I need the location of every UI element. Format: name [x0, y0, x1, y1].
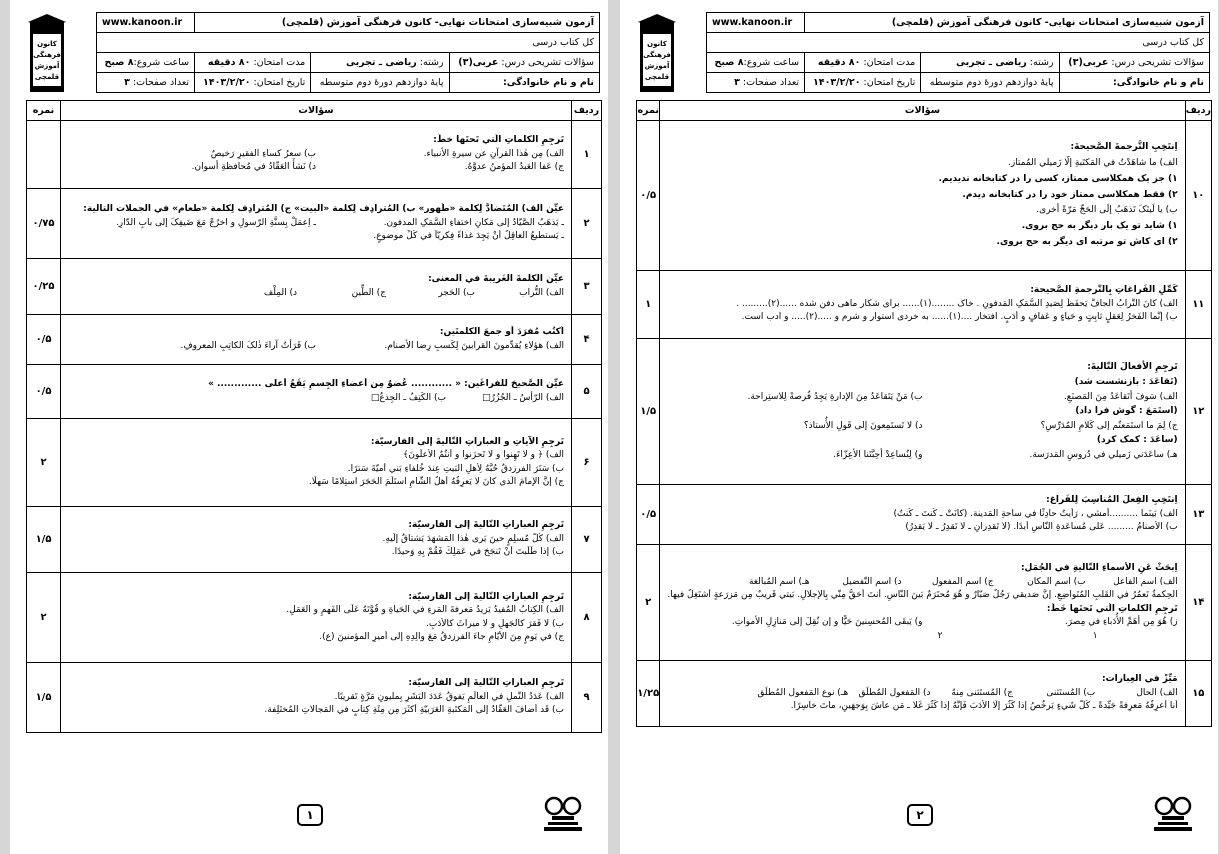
question-score: ۱/۵ [27, 507, 61, 573]
header-info-table [96, 12, 600, 93]
question-body: تَرجِمِ العباراتِ التّالیةَ إلی الفارسیّة: الف) عَدَدُ النَّملِ في العالَمِ یَفوقُ عَدَدَ البَشَرِ بِملیونِ مَرَّةٍ تَقریبًا. ب) قَد أضافَ العَقّادُ إلی المَکتَبةِ العَرَبیّةِ أکثَرَ مِن مِئَةِ کِتابٍ في المَجالاتِ المُختَلِفة. [61, 663, 572, 733]
questions-table [636, 100, 1212, 727]
question-row [27, 663, 602, 733]
exam-subtitle: کل کتاب درسی [97, 33, 600, 53]
exam-page-2 [620, 0, 1218, 854]
date-cell: تاریخ امتحان: ۱۴۰۳/۲/۲۰ [195, 73, 311, 93]
svg-text:کانون: کانون [647, 40, 667, 48]
question-row [27, 259, 602, 315]
field-cell: رشته: ریاضی ـ تجربی [311, 53, 449, 73]
svg-text:قلمچی: قلمچی [34, 73, 60, 81]
question-score: ۱ [637, 271, 660, 339]
question-number: ۹ [572, 663, 602, 733]
question-score: ۱/۵ [637, 339, 660, 485]
question-number: ۱۴ [1185, 545, 1211, 661]
question-row [637, 121, 1212, 271]
question-row [637, 661, 1212, 727]
question-number: ۸ [572, 573, 602, 663]
site-url[interactable]: www.kanoon.ir [97, 13, 195, 33]
header-info-table [706, 12, 1210, 93]
question-score: ۲ [637, 545, 660, 661]
question-number: ۱ [572, 121, 602, 189]
footer-logo-icon [1152, 794, 1194, 834]
question-body: عیِّن الف) المُتَضادَّ لِکلمة «طُهور» ب) المُترادِف لِکلمة «البیت» ج) المُترادِف لِکلمة «طعام» في الجملات التالیة: ـ یَذهَبُ الصَّیّادُ إلی مَکانِ اختفاءِ السَّمَکِ المدفون. ـ اِعمَلْ بِسنَّةِ الرّسولِ و اخرُجْ مَعَ ضَیفِکَ إلی بابِ الدّارِ. ـ یَستطیعُ العاقِلُ أنْ یَجِدَ غذاءً فِکریّاً في کُلِّ موضوعٍ. [61, 189, 572, 259]
question-row [637, 545, 1212, 661]
exam-subtitle: کل کتاب درسی [707, 33, 1210, 53]
questions-header: سؤالات [660, 101, 1185, 121]
field-cell: رشته: ریاضی ـ تجربی [921, 53, 1059, 73]
svg-text:قلمچی: قلمچی [644, 73, 670, 81]
question-row [27, 507, 602, 573]
score-header: نمره [637, 101, 660, 121]
question-score: ۰/۵ [27, 315, 61, 365]
question-body: تَرجِمِ العباراتِ التّالیةَ إلی الفارسیّة: الف) الکِتابُ المُفیدُ یَزیدُ مَعرفةَ المَرءِ في الحَیاةِ و قُوَّتَهُ عَلَی الفَهمِ و العَمَلِ. ب) لا فَقرَ کالجَهلِ و لا میراثَ کالأدَبِ. ج) في یَومٍ مِنَ الأیّامِ جاءَ الفرزدقُ مَعَ والِدِهِ إلی أمیرِ المؤمنینَ (ع). [61, 573, 572, 663]
site-url[interactable]: www.kanoon.ir [707, 13, 805, 33]
question-number: ۱۳ [1185, 485, 1211, 545]
question-body: تَرجِمِ الکلماتِ الّتي تَحتَها خطٌّ: الف) مِن هٰذا القرآنِ عن سیرةِ الأنبیاء. ب) سعرُ کساءِ الفقیرِ رَخیصٌ ج) عَفا العَبدُ المؤمنُ عدوَّهُ. د) نَشأَ العَقّادُ في مُحافظةِ أسوان. [61, 121, 572, 189]
footer-logo-icon [542, 794, 584, 834]
page-footer [620, 798, 1218, 848]
kanoon-logo-icon [632, 12, 682, 92]
questions-table [26, 100, 602, 733]
svg-text:فرهنگی: فرهنگی [643, 51, 671, 59]
duration-cell: مدت امتحان: ۸۰ دقیقه [805, 53, 921, 73]
question-number: ۱۲ [1185, 339, 1211, 485]
question-number: ۱۰ [1185, 121, 1211, 271]
exam-title: آزمون شبیه‌سازی امتحانات نهایی- کانون فرهنگی آموزش (قلمچی) [195, 13, 600, 33]
grade-cell: پایهٔ دوازدهم دورهٔ دوم متوسطه [921, 73, 1059, 93]
question-number: ۲ [572, 189, 602, 259]
question-number: ۷ [572, 507, 602, 573]
student-name-cell: نام و نام خانوادگی: [449, 73, 599, 93]
start-time-cell: ساعت شروع:۸ صبح [707, 53, 805, 73]
question-number: ۳ [572, 259, 602, 315]
pages-count-cell: تعداد صفحات: ۳ [97, 73, 195, 93]
question-score: ۲ [27, 573, 61, 663]
score-header: نمره [27, 101, 61, 121]
question-score: ۰/۵ [637, 121, 660, 271]
duration-cell: مدت امتحان: ۸۰ دقیقه [195, 53, 311, 73]
row-header: ردیف [1185, 101, 1211, 121]
question-number: ۶ [572, 419, 602, 507]
kanoon-logo-icon [22, 12, 72, 92]
question-score: ۲ [27, 419, 61, 507]
question-body: عیِّن الصَّحیحَ للفراغَین: « ............ عُضوٌ مِن أعضاءِ الجِسمِ یَقَعُ أعلی ............. » الف) الرّأسُ ـ الجُزُرُ□ ب) الکَتِفُ ـ الجِذعُ□ [61, 365, 572, 419]
question-number: ۱۵ [1185, 661, 1211, 727]
student-name-cell: نام و نام خانوادگی: [1059, 73, 1209, 93]
question-score: ۰/۲۵ [27, 259, 61, 315]
exam-page-1 [10, 0, 608, 854]
question-body: تَرجِمِ الآیاتِ و العباراتِ التّالیةَ إلی الفارسیّة: الف) ﴿ و لا تَهِنوا و لا تَحزَنوا و أنتُمُ الأعلَونَ﴾ ب) سَتَرَ الفرزدقُ حُبَّهُ لِأهلِ البَیتِ عِندَ خُلفاءِ بَني أُمیّةَ سَترًا. ج) إنَّ الإمامَ الّذي کانَ لا یَعرِفُهُ أهلُ الشّامِ استَلَمَ الحَجَرَ استِلامًا سَهلًا. [61, 419, 572, 507]
question-row [27, 365, 602, 419]
question-row [27, 315, 602, 365]
question-body: اِنتَخِبِ التَّرجمةَ الصَّحیحةَ: الف) ما شاهَدْتُ في المَکتَبةِ إلّا زَمیلي المُمتاز. ۱) جز یک همکلاسی ممتاز، کسی را در کتابخانه ندیدیم. ۲) فقط همکلاسی ممتاز خود را در کتابخانه دیدم. ب) یا لَیتَکَ تَذهَبُ إلَی الحَجِّ مَرّةً أُخری. ۱) شاید تو یک بار دیگر به حج بروی. ۲) ای کاش تو مرتبه ای دیگر به حج بروی. [660, 121, 1185, 271]
question-row [27, 189, 602, 259]
page-footer [10, 798, 608, 848]
exam-header [16, 8, 602, 94]
question-score: ۰/۵ [637, 485, 660, 545]
row-header: ردیف [572, 101, 602, 121]
question-body: اِنتَخِبِ الفِعلَ المُناسِبَ لِلفَراغ: الف) بَینَما ..........أمشي ، رَأیتُ حادِثًا في ساحةِ المَدینة. (کانَتْ ـ کُنتَ ـ کُنتُ) ب) الأصنامُ ......... عَلی مُساعَدةِ النّاسِ أبدًا. (لا تَقدِرانِ ـ لا تَقدِرُ ـ لا یَقدِرُ) [660, 485, 1185, 545]
question-row [27, 121, 602, 189]
course-cell: سؤالات تشریحی درس: عربی(۳) [1059, 53, 1209, 73]
question-row [637, 271, 1212, 339]
questions-header: سؤالات [61, 101, 572, 121]
question-body: کَمِّلِ الفَراغاتِ بِالتَّرجمةِ الصَّحیحة: الف) کانَ التُّرابُ الجافُّ یَحفَظُ لِصَیدِ السَّمَکِ المَدفونِ . خاک ........(۱)...... برای شکار ماهی دفن شده ......(۲)......... . ب) إنَّما الفَخرُ لِعَقلٍ ثابِتٍ و حَیاءٍ و عَفافٍ و أدَبٍ. افتخار ....(۱)...... به خردی استوار و شرم و .....(۲)..... و ادب است. [660, 271, 1185, 339]
question-body: تَرجِمِ الأفعالَ التّالیةَ: (تَقاعَدَ : بازنشست شد) الف) سَوفَ أتَقاعَدُ مِنَ المَصنَعِ. ب) مَنْ یَتَقاعَدُ مِنَ الإدارةِ یَجِدُ فُرصةً لِلاستِراحة. (استَمَعَ : گوش فرا داد) ج) لِمَ ما استَمَعتُم إلی کَلامِ المُدَرِّسِ؟ د) لا تَستَمِعونَ إلی قَولِ الأُستاذ؟ (ساعَدَ : کمک کرد) هـ) ساعَدَني زَمیلي في دُروسِ المَدرَسة. و) لِنُساعِدْ أحِبَّتَنا الأعِزّاءَ. [660, 339, 1185, 485]
exam-title: آزمون شبیه‌سازی امتحانات نهایی- کانون فرهنگی آموزش (قلمچی) [805, 13, 1210, 33]
question-body: اُکتُب مُفرَدَ أو جمعَ الکلمتَین: الف) هؤلاءِ یُقدِّمونَ القرابینَ لِکَسبِ رِضا الأصنام. ب) قَرَأتُ آراءَ ذٰلکَ الکاتِبِ المعروفِ. [61, 315, 572, 365]
exam-header [626, 8, 1212, 94]
question-score [27, 121, 61, 189]
question-number: ۴ [572, 315, 602, 365]
question-body: مَیِّزْ في العِبارات: الف) الحال ب) المُستَثنی ج) المُستَثنی مِنهُ د) المَفعول المُطلَق هـ) نوع المَفعول المُطلَق أنا أعرِفُهُ مَعرِفةً جَیِّدةً ـ کُلُّ شَيءٍ یَرخُصُ إذا کَثُرَ إلّا الأدَبَ فَإنَّهُ إذا کَثُرَ غَلا ـ مَن عاشَ بِوَجهَینِ، ماتَ خاسِرًا. [660, 661, 1185, 727]
svg-text:فرهنگی: فرهنگی [33, 51, 61, 59]
question-row [637, 485, 1212, 545]
course-cell: سؤالات تشریحی درس: عربی(۳) [449, 53, 599, 73]
question-score: ۰/۵ [27, 365, 61, 419]
question-row [27, 573, 602, 663]
page-number: ۲ [907, 804, 933, 826]
page-number: ۱ [297, 804, 323, 826]
question-row [637, 339, 1212, 485]
question-row [27, 419, 602, 507]
pages-count-cell: تعداد صفحات: ۳ [707, 73, 805, 93]
question-score: ۱/۵ [27, 663, 61, 733]
start-time-cell: ساعت شروع:۸ صبح [97, 53, 195, 73]
svg-text:آموزش: آموزش [644, 62, 670, 70]
question-number: ۱۱ [1185, 271, 1211, 339]
question-body: تَرجِمِ العباراتِ التّالیةَ إلی الفارسیّة: الف) کُلُّ مُسلِمٍ حینَ یَری هٰذا المَشهَدَ یَشتاقُ إلَیهِ. ب) إذا طَلَبتَ أنْ تَنجَحَ في عَمَلِكَ فَقُمْ بِهِ وَحیدًا. [61, 507, 572, 573]
question-body: عیِّن الکلمةَ الغَریبةَ في المعنی: الف) التُّراب ب) الحَجر ج) الطِّین د) المِلْف [61, 259, 572, 315]
date-cell: تاریخ امتحان: ۱۴۰۳/۲/۲۰ [805, 73, 921, 93]
question-body: اِبحَثْ عَنِ الأسماءِ التّالیةِ في الجُمَل: الف) اسم الفاعل ب) اسم المکان ج) اسم المفعول د) اسم التّفضیل هـ) اسم المُبالغة الحِکمةُ تَعمُرُ في القَلبِ المُتَواضِعِ. إنَّ صَدیقي رَجُلٌ صَبّارٌ و هُوَ مُحتَرَمٌ بَینَ النّاسِ. أنتَ أحَقُّ مِنّي بِالإجلالِ. بَیتي قَریبٌ مِن مَزرَعةٍ أشتَغِلُ فیها. تَرجِمِ الکلماتِ الّتي تَحتَها خَطٌّ: ز) هُوَ مِن أهَمِّ الأُدَباءِ في مِصرَ. و) یَبقَی المُحسِنینَ حَیًّا و إن نُقِلَ إلی مَنازِلِ الأمواتِ. ۱ ۲ [660, 545, 1185, 661]
question-score: ۱/۲۵ [637, 661, 660, 727]
question-score: ۰/۷۵ [27, 189, 61, 259]
svg-text:کانون: کانون [37, 40, 57, 48]
grade-cell: پایهٔ دوازدهم دورهٔ دوم متوسطه [311, 73, 449, 93]
question-number: ۵ [572, 365, 602, 419]
svg-text:آموزش: آموزش [34, 62, 60, 70]
